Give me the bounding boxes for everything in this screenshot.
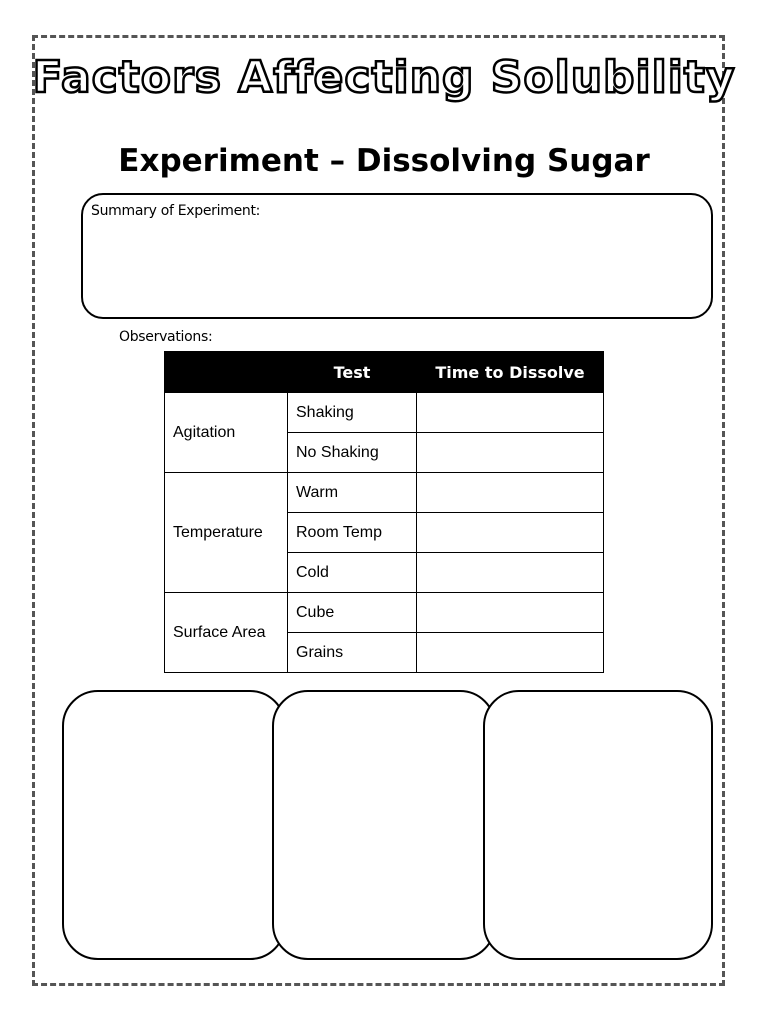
test-cell: Cold — [288, 553, 417, 593]
time-cell[interactable] — [417, 513, 604, 553]
test-cell: Grains — [288, 633, 417, 673]
page-title: Factors Affecting Solubility — [32, 52, 736, 103]
time-cell[interactable] — [417, 593, 604, 633]
test-cell: Warm — [288, 473, 417, 513]
table-row — [165, 393, 604, 433]
summary-label: Summary of Experiment: — [91, 203, 261, 219]
table-row — [165, 473, 604, 513]
summary-box[interactable] — [81, 193, 713, 319]
test-cell: No Shaking — [288, 433, 417, 473]
header-time: Time to Dissolve — [417, 352, 604, 393]
observations-label: Observations: — [119, 329, 213, 345]
test-cell: Shaking — [288, 393, 417, 433]
observations-table — [164, 351, 604, 673]
time-cell[interactable] — [417, 553, 604, 593]
time-cell[interactable] — [417, 473, 604, 513]
factor-cell: Agitation — [165, 393, 288, 473]
factor-cell: Surface Area — [165, 593, 288, 673]
drawing-box-1[interactable] — [62, 690, 286, 960]
time-cell[interactable] — [417, 393, 604, 433]
test-cell: Cube — [288, 593, 417, 633]
header-test: Test — [288, 352, 417, 393]
test-cell: Room Temp — [288, 513, 417, 553]
factor-cell: Temperature — [165, 473, 288, 593]
drawing-box-2[interactable] — [272, 690, 496, 960]
table-header-row — [165, 352, 604, 393]
header-factor — [165, 352, 288, 393]
experiment-subtitle: Experiment – Dissolving Sugar — [118, 143, 650, 179]
table-row — [165, 593, 604, 633]
time-cell[interactable] — [417, 433, 604, 473]
time-cell[interactable] — [417, 633, 604, 673]
drawing-box-3[interactable] — [483, 690, 713, 960]
